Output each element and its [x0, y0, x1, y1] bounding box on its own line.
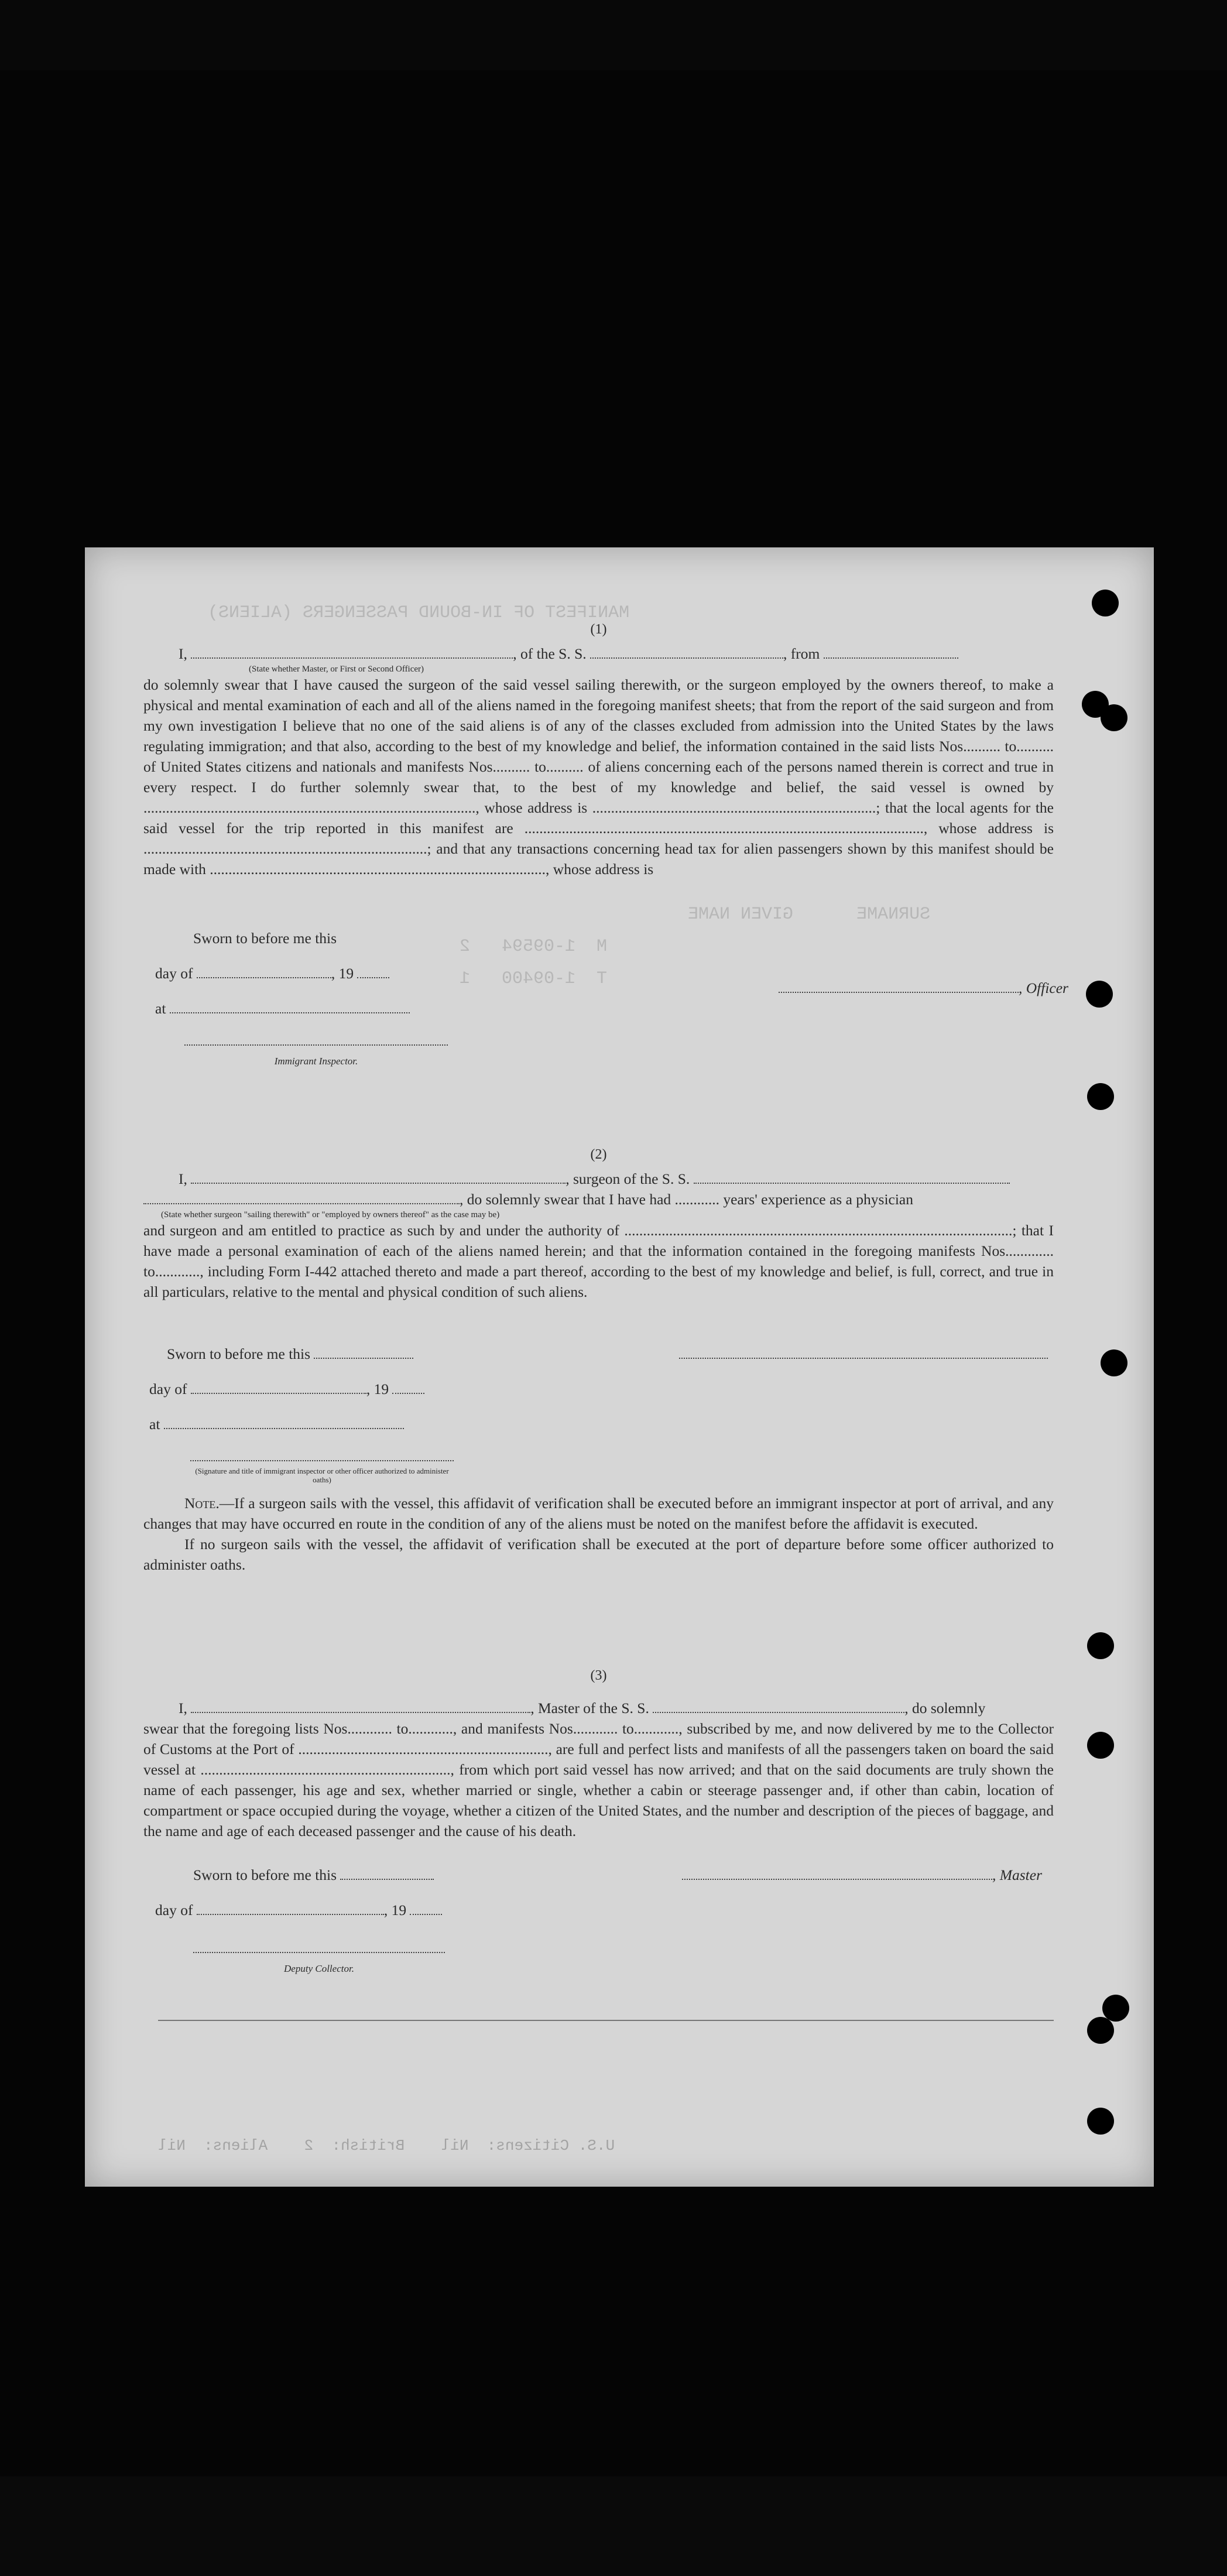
- punch-hole: [1087, 2108, 1114, 2135]
- bottom-rule: [158, 2020, 1054, 2021]
- inspector-caption: (Signature and title of immigrant inspector or other officer authorized to administer oaths): [195, 1467, 449, 1484]
- year-label: , 19: [383, 1902, 407, 1919]
- day-of-label: day of: [155, 1902, 193, 1919]
- punch-hole: [1086, 981, 1113, 1008]
- punch-hole: [1087, 1632, 1114, 1659]
- punch-hole: [1101, 1349, 1127, 1376]
- vessel-label: , of the S. S.: [513, 645, 587, 662]
- film-band-top: [0, 0, 1227, 70]
- section-number: (2): [590, 1147, 607, 1162]
- port-blank: [824, 657, 958, 659]
- affidavit-surgeon: [143, 1145, 1054, 1302]
- officer-signature-blank: [779, 992, 1019, 993]
- master-signature-label: , Master: [992, 1866, 1042, 1883]
- pronoun: I,: [179, 1170, 187, 1187]
- punch-hole: [1087, 1083, 1114, 1110]
- collector-caption: Deputy Collector.: [284, 1963, 354, 1974]
- film-band-bottom: [0, 2476, 1227, 2576]
- inspector-signature-2: [190, 1446, 454, 1484]
- master-label: , Master of the S. S.: [530, 1700, 649, 1717]
- master-name-blank: [191, 1712, 530, 1713]
- note-block: [143, 1493, 1054, 1575]
- place-blank: [164, 1428, 404, 1429]
- officer-signature: [779, 978, 1068, 998]
- sworn-block-3: [193, 1865, 434, 1885]
- vessel-blank: [653, 1712, 904, 1713]
- sworn-blank: [314, 1358, 413, 1359]
- collector-signature-blank: [193, 1952, 445, 1953]
- note-paragraph: [143, 1493, 1054, 1534]
- date-block-1: [155, 963, 389, 984]
- date-block-2: [149, 1379, 424, 1399]
- status-blank: [143, 1203, 460, 1204]
- date-blank: [191, 1393, 366, 1394]
- affidavit-text: do solemnly swear that I have caused the surgeon of the said vessel sailing therewith, or the surgeon employed by the owners thereof, to make a physical and mental examination of each and all of the aliens named in the foregoing manifest sheets; that from the report of the said surgeon and from my own investigation I believe that no one of the said aliens is of any of the classes excluded from admission into the United States by the laws regulating immigration; and that also, according to the best of my knowledge and belief, the information contained in the said lists Nos.......... to.......... of United States citizens and nationals and manifests Nos.......... to.......... of aliens concerning each of the persons named therein is correct and true in every respect. I do further solemnly swear that, to the best of my knowledge and belief, the said vessel is owned by ........................................................................................., whose address is ............................................................................; that the local agents for the said vessel for the trip reported in this manifest are ..........................................................................................................., whose address is ............................................................................; and that any transactions concerning head tax for alien passengers shown by this manifest should be made with .........................................................................................., whose address is: [143, 676, 1054, 878]
- surgeon-affidavit-text: and surgeon and am entitled to practice as such by and under the authority of ........................................................................................................; that I have made a personal examination of each of the aliens named herein; and that the information contained in the foregoing manifests Nos............. to............, including Form I-442 attached thereto and made a part thereof, according to the best of my knowledge and belief, is full, correct, and true in all particulars, relative to the mental and physical condition of such aliens.: [143, 1222, 1054, 1300]
- sworn-label: Sworn to before me this: [167, 1345, 311, 1362]
- day-of-label: day of: [149, 1381, 187, 1397]
- at-label: at: [155, 1000, 166, 1017]
- vessel-blank: [590, 657, 783, 659]
- date-blank: [197, 1914, 384, 1915]
- inspector-signature-blank: [184, 1044, 448, 1046]
- swear-label: , do solemnly swear that I have had ............ years' experience as a physician: [460, 1191, 913, 1208]
- solemnly-label: , do solemnly: [904, 1700, 986, 1717]
- bleed-through-footer: U.S. Citizens: Nil British: 2 Aliens: Nil: [158, 2137, 615, 2154]
- surgeon-label: , surgeon of the S. S.: [565, 1170, 690, 1187]
- rank-note: (State whether Master, or First or Second Officer): [249, 664, 424, 674]
- section-number: (1): [590, 622, 607, 637]
- master-opening-line: [179, 1698, 1054, 1718]
- punch-hole: [1092, 590, 1119, 616]
- inspector-signature-blank: [190, 1460, 454, 1461]
- punch-hole: [1102, 1995, 1129, 2022]
- master-signature: [682, 1865, 1042, 1885]
- place-block-1: [155, 998, 410, 1019]
- inspector-caption: Immigrant Inspector.: [274, 1056, 358, 1067]
- note-text: —If a surgeon sails with the vessel, this affidavit of verification shall be executed before an immigrant inspector at port of arrival, and any changes that may have occurred en route in the condition of any of the aliens must be noted on the manifest before the affidavit is executed.: [143, 1495, 1054, 1532]
- year-label: , 19: [331, 965, 354, 982]
- place-blank: [170, 1012, 410, 1013]
- punch-hole: [1101, 704, 1127, 731]
- sworn-block-1: [193, 928, 337, 948]
- bleed-through-text: MANIFEST OF IN-BOUND PASSENGERS (ALIENS): [208, 603, 630, 623]
- inspector-signature: [184, 1030, 448, 1071]
- surgeon-signature: [679, 1344, 1048, 1364]
- note-label: Note.: [184, 1495, 220, 1512]
- sworn-block-2: [167, 1344, 413, 1364]
- name-blank: [191, 657, 513, 659]
- surgeon-name-blank: [191, 1183, 565, 1184]
- date-blank: [197, 977, 331, 978]
- punch-hole: [1087, 1732, 1114, 1759]
- affidavit-master-officer: [143, 619, 1054, 879]
- place-block-2: [149, 1414, 404, 1434]
- sworn-label: Sworn to before me this: [193, 1866, 337, 1883]
- pronoun: I,: [179, 1700, 187, 1717]
- affidavit-master: [143, 1666, 1054, 1841]
- sworn-blank: [340, 1879, 434, 1880]
- note-second-paragraph: If no surgeon sails with the vessel, the affidavit of verification shall be executed at the port of departure before some officer authorized to administer oaths.: [143, 1536, 1054, 1573]
- bleed-through-text: SURNAME GIVEN NAME: [688, 905, 931, 924]
- vessel-blank: [694, 1183, 1010, 1184]
- bleed-through-text: M 1-09594 2: [460, 937, 608, 957]
- punch-hole: [1087, 2017, 1114, 2044]
- bleed-through-text: T 1-09400 1: [460, 969, 608, 989]
- collector-signature: [193, 1938, 445, 1979]
- surgeon-second-line: [143, 1189, 1054, 1210]
- day-of-label: day of: [155, 965, 193, 982]
- from-label: , from: [783, 645, 820, 662]
- pronoun: I,: [179, 645, 187, 662]
- year-blank: [410, 1914, 442, 1915]
- date-block-3: [155, 1900, 442, 1920]
- year-blank: [392, 1393, 424, 1394]
- master-affidavit-text: swear that the foregoing lists Nos............ to............, and manifests Nos............ to............, subscribed by me, and now delivered by me to the Collector of Customs at the Port of ..................................................................., are full and perfect lists and manifests of all the passengers taken on board the said vessel at ..................................................................., from which port said vessel has now arrived; and that on the said documents are truly shown the name of each passenger, his age and sex, whether married or single, whether a cabin or steerage passenger and, if other than cabin, location of compartment or space occupied during the voyage, whether a citizen of the United States, and the number and description of the pieces of baggage, and the name and age of each deceased passenger and the cause of his death.: [143, 1720, 1054, 1839]
- year-blank: [357, 977, 389, 978]
- surgeon-signature-blank: [679, 1358, 1048, 1359]
- sworn-label: Sworn to before me this: [193, 930, 337, 947]
- affidavit-opening-line: [179, 643, 1054, 664]
- master-signature-blank: [682, 1879, 992, 1880]
- surgeon-opening-line: [179, 1169, 1054, 1189]
- at-label: at: [149, 1416, 160, 1433]
- officer-label: , Officer: [1019, 979, 1068, 996]
- status-note: (State whether surgeon "sailing therewith" or "employed by owners thereof" as the case may be): [161, 1210, 500, 1220]
- section-number: (3): [590, 1668, 607, 1683]
- year-label: , 19: [366, 1381, 389, 1397]
